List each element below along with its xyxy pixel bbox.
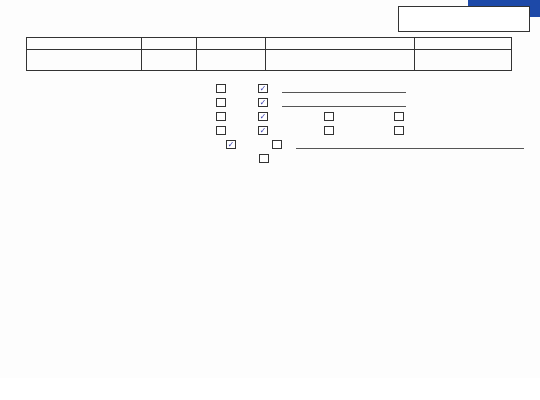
q6-yes-checkbox[interactable] [259, 154, 269, 163]
q1-check-mark: ✓ [259, 84, 267, 93]
q3-nostart-checkbox[interactable] [394, 112, 404, 121]
q1-line [282, 92, 406, 93]
q5-present-checkbox[interactable] [226, 140, 236, 149]
q5-no-checkbox[interactable] [272, 140, 282, 149]
col-volume [197, 38, 266, 50]
q3-check-mark: ✓ [259, 112, 267, 121]
q3-bad-checkbox[interactable] [324, 112, 334, 121]
q5-check-mark: ✓ [227, 140, 235, 149]
q3-normal-checkbox[interactable] [258, 112, 268, 121]
q2-line [282, 106, 406, 107]
col-odometer [415, 38, 512, 50]
q2-no-checkbox[interactable] [258, 98, 268, 107]
year-field[interactable] [142, 50, 197, 71]
q4-check-mark: ✓ [259, 126, 267, 135]
car-number-box[interactable] [398, 6, 530, 32]
q5-line [296, 148, 524, 149]
col-model [27, 38, 142, 50]
q2-yes-checkbox[interactable] [216, 98, 226, 107]
q4-normal-checkbox[interactable] [258, 126, 268, 135]
engine-number-field[interactable] [266, 50, 415, 71]
model-field[interactable] [27, 50, 142, 71]
col-engine-number [266, 38, 415, 50]
volume-field[interactable] [197, 50, 266, 71]
q1-no-checkbox[interactable] [258, 84, 268, 93]
q4-bad-checkbox[interactable] [324, 126, 334, 135]
vehicle-info-table [26, 37, 512, 71]
q4-excellent-checkbox[interactable] [216, 126, 226, 135]
q3-excellent-checkbox[interactable] [216, 112, 226, 121]
q2-check-mark: ✓ [259, 98, 267, 107]
odometer-field[interactable] [415, 50, 512, 71]
q1-yes-checkbox[interactable] [216, 84, 226, 93]
col-year [142, 38, 197, 50]
q4-nostart-checkbox[interactable] [394, 126, 404, 135]
